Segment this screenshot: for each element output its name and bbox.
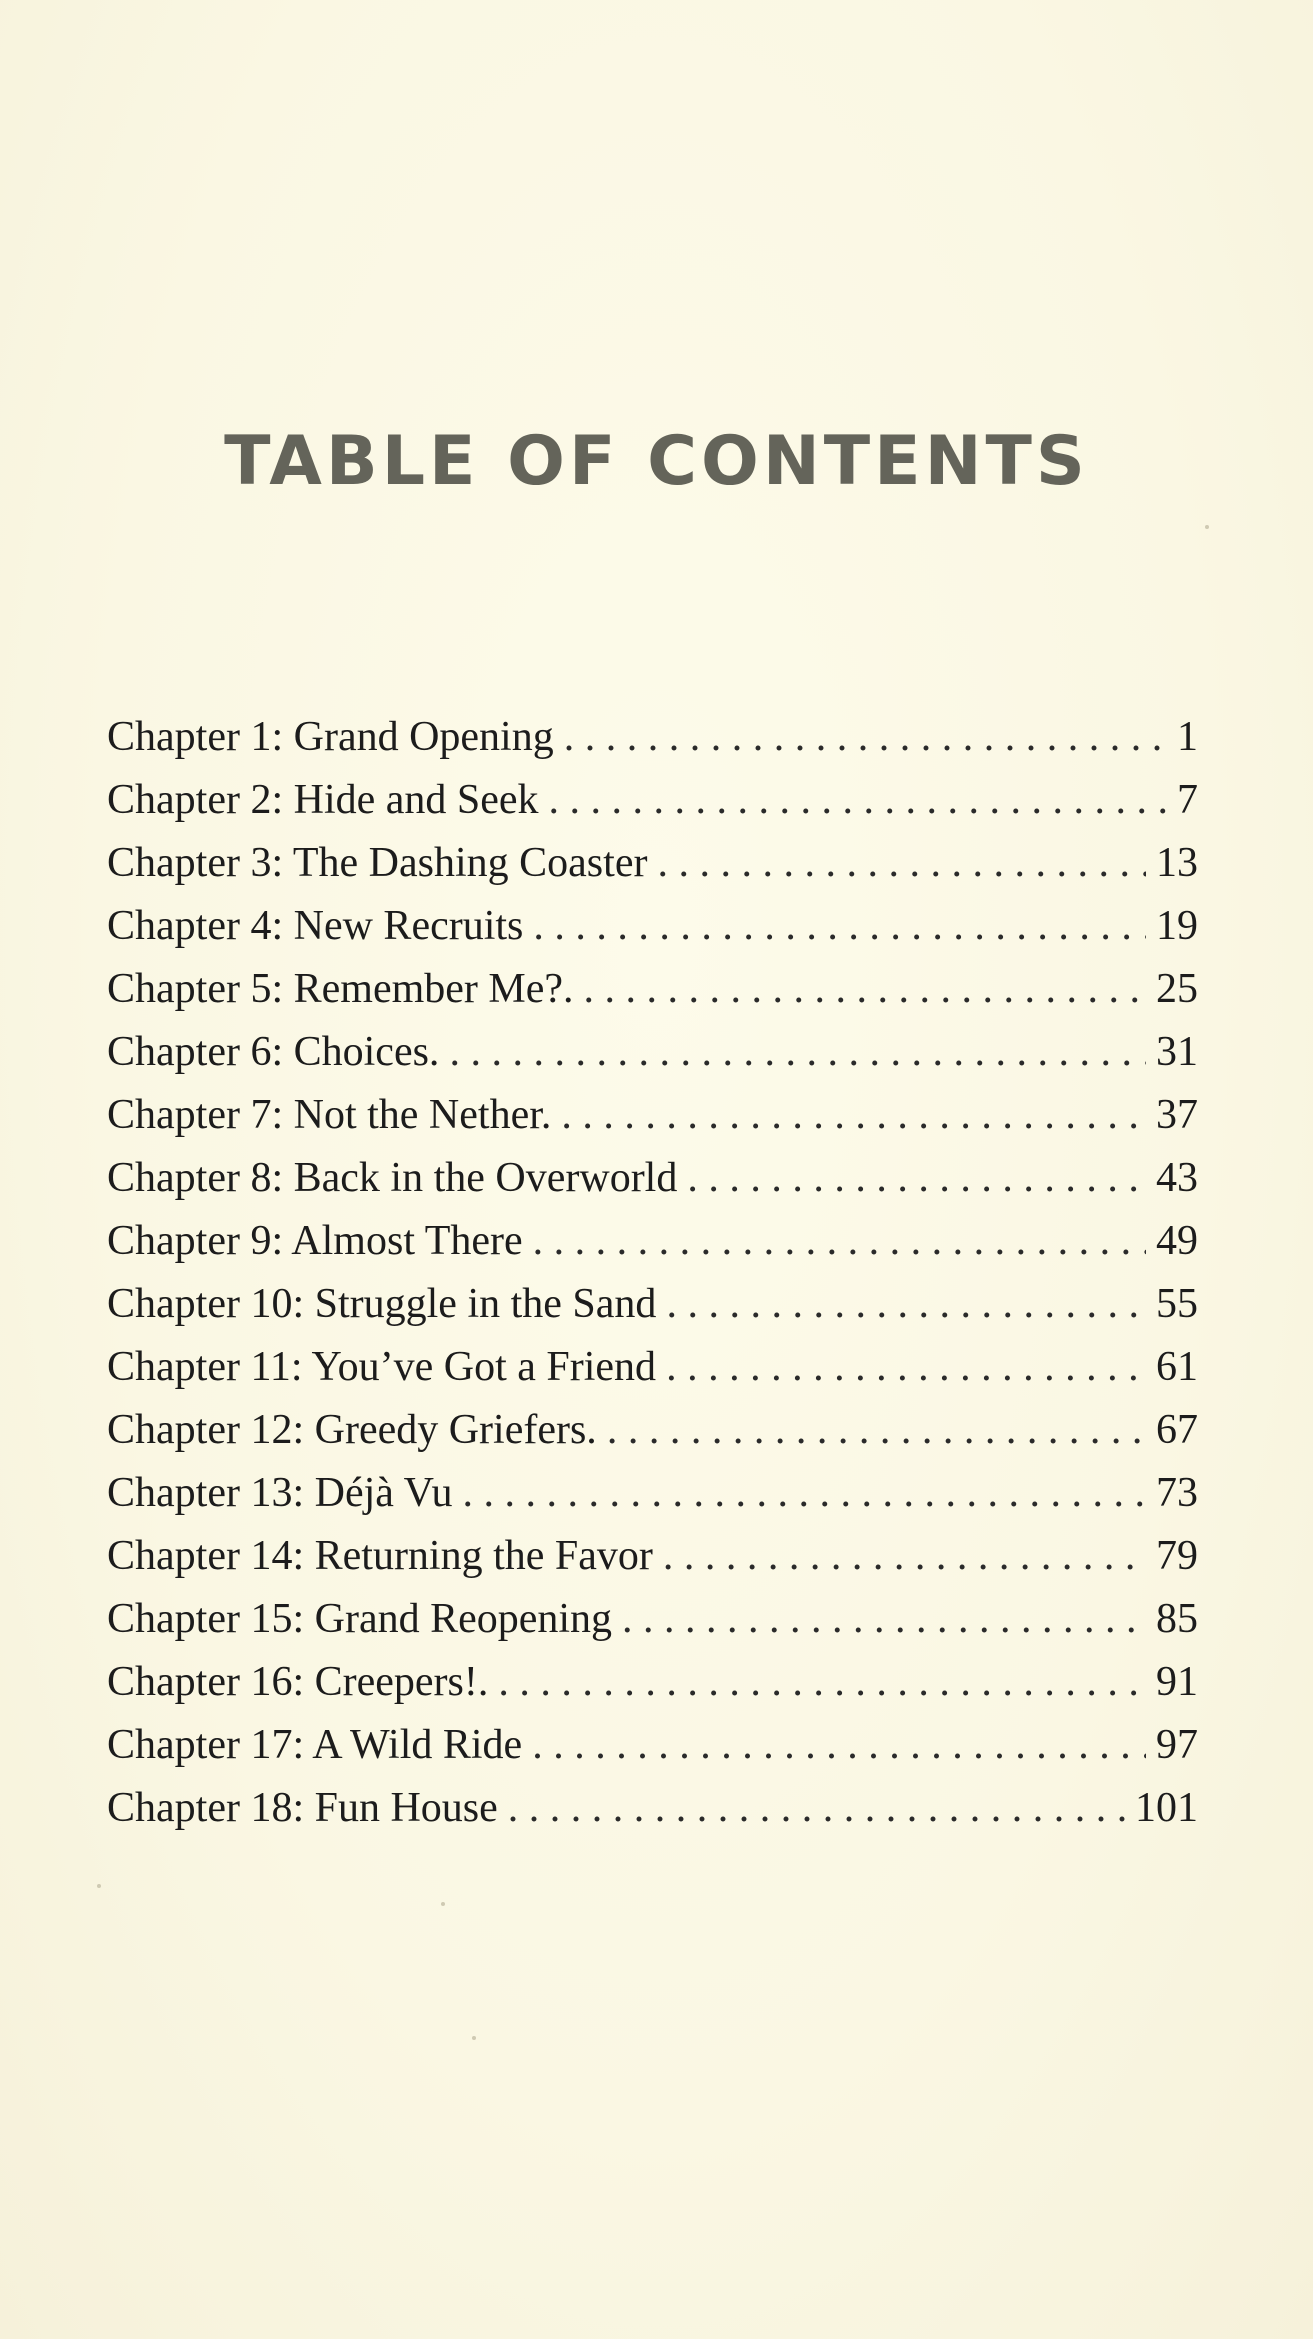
page-number: 79 <box>1156 1533 1198 1579</box>
page-number: 73 <box>1156 1470 1198 1516</box>
dot-leader <box>666 1280 1146 1328</box>
page-number: 55 <box>1156 1281 1198 1327</box>
toc-entry[interactable] <box>107 839 1198 902</box>
page-number: 37 <box>1156 1092 1198 1138</box>
toc-entry[interactable] <box>107 1532 1198 1595</box>
dot-leader <box>666 1343 1146 1391</box>
page-number: 1 <box>1177 714 1198 760</box>
page-number: 61 <box>1156 1344 1198 1390</box>
chapter-title: Chapter 14: Returning the Favor <box>107 1533 653 1579</box>
toc-entry[interactable] <box>107 1595 1198 1658</box>
dot-leader <box>449 1028 1146 1076</box>
chapter-title: Chapter 15: Grand Reopening <box>107 1596 613 1642</box>
dot-leader <box>533 902 1146 950</box>
page-number: 97 <box>1156 1722 1198 1768</box>
paper-speck <box>97 1884 101 1888</box>
chapter-title: Chapter 9: Almost There <box>107 1218 523 1264</box>
toc-entry[interactable] <box>107 965 1198 1028</box>
toc-entry[interactable] <box>107 776 1198 839</box>
toc-entry[interactable] <box>107 1784 1198 1847</box>
toc-entry[interactable] <box>107 1280 1198 1343</box>
toc-entry[interactable] <box>107 1658 1198 1721</box>
dot-leader <box>622 1595 1146 1643</box>
toc-entry[interactable] <box>107 1217 1198 1280</box>
dot-leader <box>462 1469 1146 1517</box>
dot-leader <box>607 1406 1146 1454</box>
page-number: 67 <box>1156 1407 1198 1453</box>
dot-leader <box>564 713 1167 761</box>
chapter-title: Chapter 7: Not the Nether. <box>107 1092 552 1138</box>
dot-leader <box>498 1658 1146 1706</box>
chapter-title: Chapter 13: Déjà Vu <box>107 1470 453 1516</box>
page-number: 43 <box>1156 1155 1198 1201</box>
chapter-title: Chapter 18: Fun House <box>107 1785 498 1831</box>
chapter-title: Chapter 2: Hide and Seek <box>107 777 539 823</box>
chapter-title: Chapter 12: Greedy Griefers. <box>107 1407 597 1453</box>
chapter-title: Chapter 10: Struggle in the Sand <box>107 1281 657 1327</box>
page-number: 91 <box>1156 1659 1198 1705</box>
chapter-title: Chapter 5: Remember Me?. <box>107 966 574 1012</box>
dot-leader <box>533 1217 1146 1265</box>
toc-entry[interactable] <box>107 1028 1198 1091</box>
page-number: 19 <box>1156 903 1198 949</box>
dot-leader <box>657 839 1146 887</box>
chapter-title: Chapter 1: Grand Opening <box>107 714 554 760</box>
dot-leader <box>561 1091 1146 1139</box>
page-number: 31 <box>1156 1029 1198 1075</box>
chapter-title: Chapter 6: Choices. <box>107 1029 440 1075</box>
chapter-title: Chapter 11: You’ve Got a Friend <box>107 1344 657 1390</box>
toc-entry[interactable] <box>107 1406 1198 1469</box>
paper-speck <box>1205 525 1209 529</box>
toc-entry[interactable] <box>107 1154 1198 1217</box>
dot-leader <box>663 1532 1146 1580</box>
dot-leader <box>532 1721 1146 1769</box>
page-number: 101 <box>1135 1785 1198 1831</box>
chapter-title: Chapter 16: Creepers!. <box>107 1659 489 1705</box>
dot-leader <box>549 776 1167 824</box>
dot-leader <box>584 965 1146 1013</box>
chapter-title: Chapter 3: The Dashing Coaster <box>107 840 648 886</box>
toc-entry[interactable] <box>107 1721 1198 1784</box>
chapter-title: Chapter 8: Back in the Overworld <box>107 1155 678 1201</box>
toc-entry[interactable] <box>107 1469 1198 1532</box>
paper-speck <box>441 1902 445 1906</box>
page-number: 25 <box>1156 966 1198 1012</box>
page-number: 49 <box>1156 1218 1198 1264</box>
page-number: 13 <box>1156 840 1198 886</box>
dot-leader <box>508 1784 1125 1832</box>
toc-entry[interactable] <box>107 902 1198 965</box>
page-number: 85 <box>1156 1596 1198 1642</box>
toc-entry[interactable] <box>107 713 1198 776</box>
page-title: TABLE OF CONTENTS <box>224 422 1089 501</box>
dot-leader <box>687 1154 1146 1202</box>
page-number: 7 <box>1177 777 1198 823</box>
toc-list <box>107 713 1198 1847</box>
toc-entry[interactable] <box>107 1343 1198 1406</box>
paper-speck <box>472 2036 476 2040</box>
chapter-title: Chapter 4: New Recruits <box>107 903 524 949</box>
toc-entry[interactable] <box>107 1091 1198 1154</box>
chapter-title: Chapter 17: A Wild Ride <box>107 1722 523 1768</box>
